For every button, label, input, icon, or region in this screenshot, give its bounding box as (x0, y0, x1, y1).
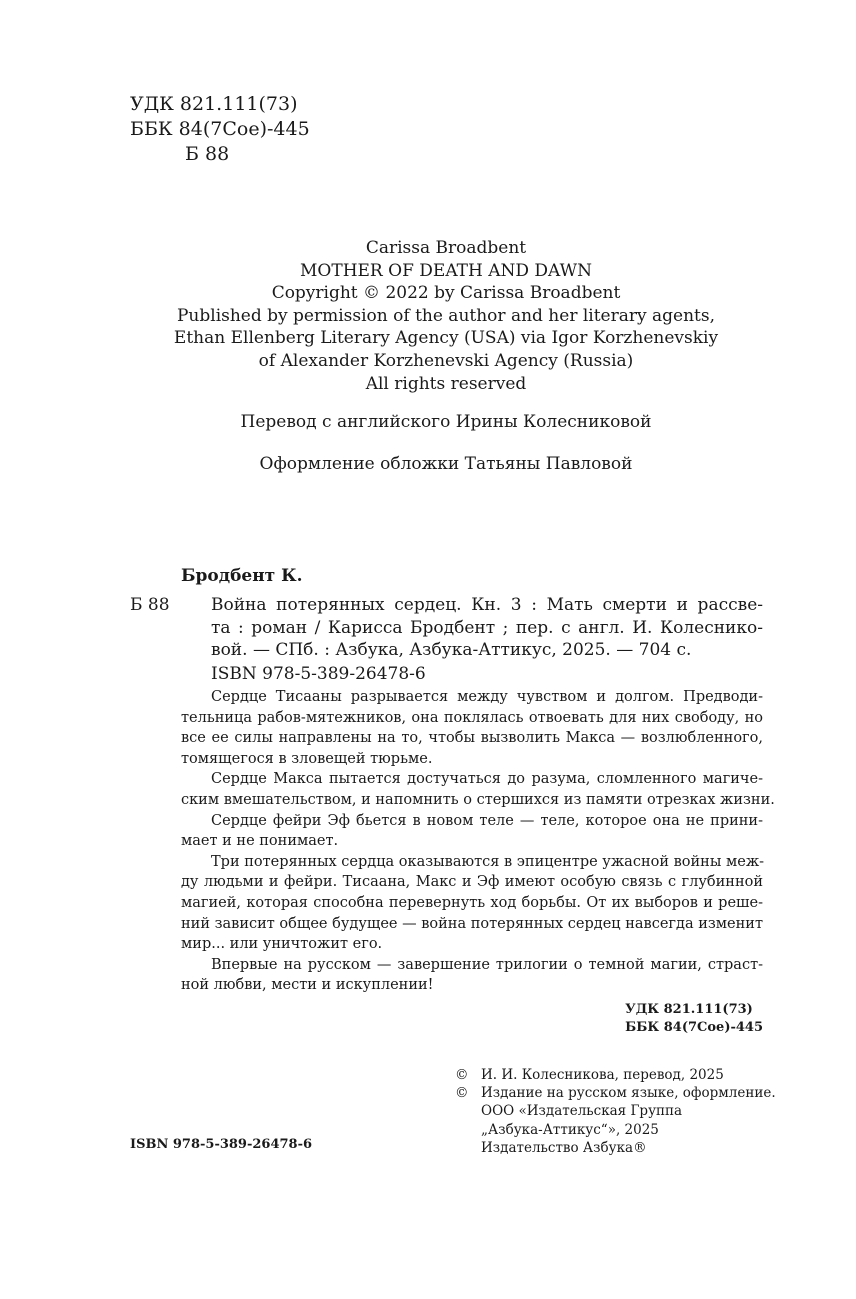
record-author-mark: Б 88 (130, 595, 170, 615)
cover-design-credit: Оформление обложки Татьяны Павловой (259, 454, 633, 474)
annotation-line: ной любви, мести и искуплении! (181, 977, 434, 994)
edition-copyright-text: Издание на русском языке, оформление. (481, 1085, 776, 1102)
annotation-line: Впервые на русском — завершение трилогии о темной магии, страст- (211, 956, 763, 973)
record-isbn: ISBN 978-5-389-26478-6 (211, 664, 426, 684)
edition-copyright-text: ООО «Издательская Группа (481, 1103, 683, 1120)
bibliographic-record (211, 594, 763, 662)
annotation-line: Три потерянных сердца оказываются в эпицентре ужасной войны меж- (211, 853, 765, 870)
annotation-line: ду людьми и фейри. Тисаана, Макс и Эф имеют особую связь с глубинной (181, 874, 763, 891)
original-author: Carissa Broadbent (365, 238, 527, 258)
record-line: та : роман / Карисса Бродбент ; пер. с англ. И. Колеснико- (211, 617, 763, 638)
bbk-code-small: ББК 84(7Сое)-445 (625, 1020, 763, 1035)
annotation-line: тельница рабов-мятежников, она поклялась отвоевать для них свободу, но (181, 709, 763, 726)
udk-code: УДК 821.111(73) (130, 93, 298, 115)
rights-block (100, 237, 792, 395)
classification-block (130, 92, 310, 167)
annotation-line: Сердце Макса пытается достучаться до разума, сломленного магиче- (211, 771, 763, 788)
annotation-line: Сердце Тисааны разрывается между чувством и долгом. Предводи- (211, 689, 763, 705)
record-line: Война потерянных сердец. Кн. 3 : Мать смерти и рассве- (211, 595, 763, 615)
edition-copyright (455, 1084, 776, 1102)
annotation-line: Сердце фейри Эф бьется в новом теле — теле, которое она не прини- (211, 812, 763, 829)
agency-line-2: of Alexander Korzhenevski Agency (Russia) (258, 350, 634, 371)
udk-code-small: УДК 821.111(73) (625, 1002, 753, 1017)
translation-copyright-text: И. И. Колесникова, перевод, 2025 (481, 1067, 724, 1083)
copyright-line: Copyright © 2022 by Carissa Broadbent (271, 283, 621, 304)
isbn-bottom: ISBN 978-5-389-26478-6 (130, 1137, 313, 1152)
copyright-symbol: © (455, 1085, 469, 1102)
record-author-heading: Бродбент К. (181, 566, 303, 586)
annotation-line: мир... или уничтожит его. (181, 936, 383, 953)
agency-line: Ethan Ellenberg Literary Agency (USA) via Igor Korzhenevskiy (173, 328, 719, 349)
permission-line: Published by permission of the author and her literary agents, (176, 305, 715, 326)
record-line: вой. — СПб. : Азбука, Азбука-Аттикус, 2025. — 704 с. (211, 640, 692, 661)
annotation-line: магией, которая способна перевернуть ход борьбы. От их выборов и реше- (181, 894, 763, 911)
original-title: MOTHER OF DEATH AND DAWN (300, 260, 592, 281)
translation-copyright (455, 1066, 776, 1084)
annotation-line: все ее силы направлены на то, чтобы вызволить Макса — возлюбленного, (181, 730, 763, 747)
annotation-line: ским вмешательством, и напомнить о стершихся из памяти отрезках жизни. (181, 791, 775, 808)
edition-copyright-text: Издательство Азбука® (481, 1139, 647, 1156)
annotation-line: ний зависит общее будущее — война потерянных сердец навсегда изменит (181, 915, 763, 932)
classification-block-small (625, 1001, 763, 1037)
edition-copyright-text: „Азбука-Аттикус“», 2025 (481, 1121, 659, 1138)
copyright-notices (455, 1066, 776, 1157)
author-mark: Б 88 (185, 143, 230, 165)
translator-credit: Перевод с английского Ирины Колесниковой (240, 412, 652, 432)
bbk-code: ББК 84(7Сое)-445 (130, 118, 310, 140)
copyright-symbol: © (455, 1067, 469, 1083)
annotation-line: томящегося в зловещей тюрьме. (181, 750, 433, 767)
all-rights-reserved: All rights reserved (365, 373, 527, 394)
annotation-line: мает и не понимает. (181, 833, 339, 850)
annotation (181, 687, 775, 996)
